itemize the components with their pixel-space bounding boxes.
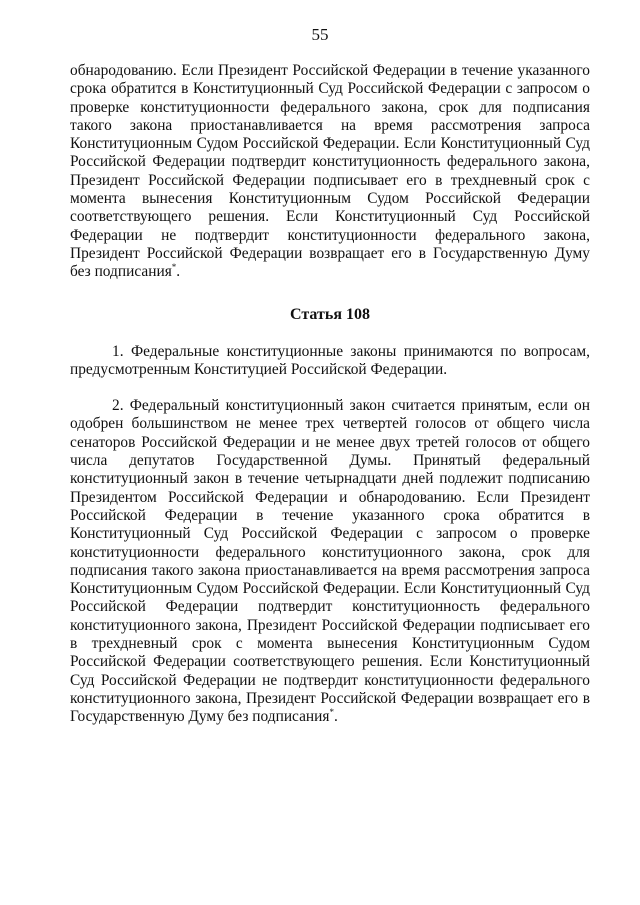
article-paragraph-2-text: 2. Федеральный конституционный закон считается принятым, если он одобрен большинством не менее трех четвертей голосов от общего числа сенаторов Российской Федерации и не менее двух третей голосов от общего числа депутатов Государственной Думы. Принятый федеральный конституционный закон в течение четырнадцати дней подлежит подписанию Президентом Российской Федерации и обнародованию. Если Президент Российской Федерации в течение указанного срока обратится в Конституционный Суд Российской Федерации с запросом о проверке конституционности федерального конституционного закона, срок для подписания такого закона приостанавливается на время рассмотрения запроса Конституционным Судом Российской Федерации. Если Конституционный Суд Российской Федерации подтвердит конституционность федерального конституционного закона, Президент Российской Федерации подписывает его в трехдневный срок с момента вынесения Конституционным Судом Российской Федерации соответствующего решения. Если Конституционный Суд Российской Федерации не подтвердит конституционности федерального конституционного закона, Президент Российской Федерации возвращает его в Государственную Думу без подписания: [70, 397, 590, 726]
article-paragraph-2: [70, 397, 590, 726]
footnote-mark: *: [171, 262, 177, 273]
page-number: 55: [311, 25, 329, 44]
article-paragraph-1: 1. Федеральные конституционные законы принимаются по вопросам, предусмотренным Конституцией Российской Федерации.: [70, 342, 590, 378]
document-body: [70, 62, 590, 727]
continuation-text: обнародованию. Если Президент Российской Федерации в течение указанного срока обратится в Конституционный Суд Российской Федерации с запросом о проверке конституционности федерального закона, срок для подписания такого закона приостанавливается на время рассмотрения запроса Конституционным Судом Российской Федерации. Если Конституционный Суд Российской Федерации подтвердит конституционность федерального закона, Президент Российской Федерации подписывает его в трехдневный срок с момента вынесения Конституционным Судом Российской Федерации соответствующего решения. Если Конституционный Суд Российской Федерации не подтвердит конституционности федерального закона, Президент Российской Федерации возвращает его в Государственную Думу без подписания: [70, 62, 590, 281]
continuation-paragraph: [70, 62, 590, 282]
continuation-end: .: [176, 263, 181, 281]
article-paragraph-2-end: .: [333, 708, 338, 726]
article-heading: Статья 108: [290, 305, 370, 323]
footnote-mark: *: [329, 707, 334, 718]
